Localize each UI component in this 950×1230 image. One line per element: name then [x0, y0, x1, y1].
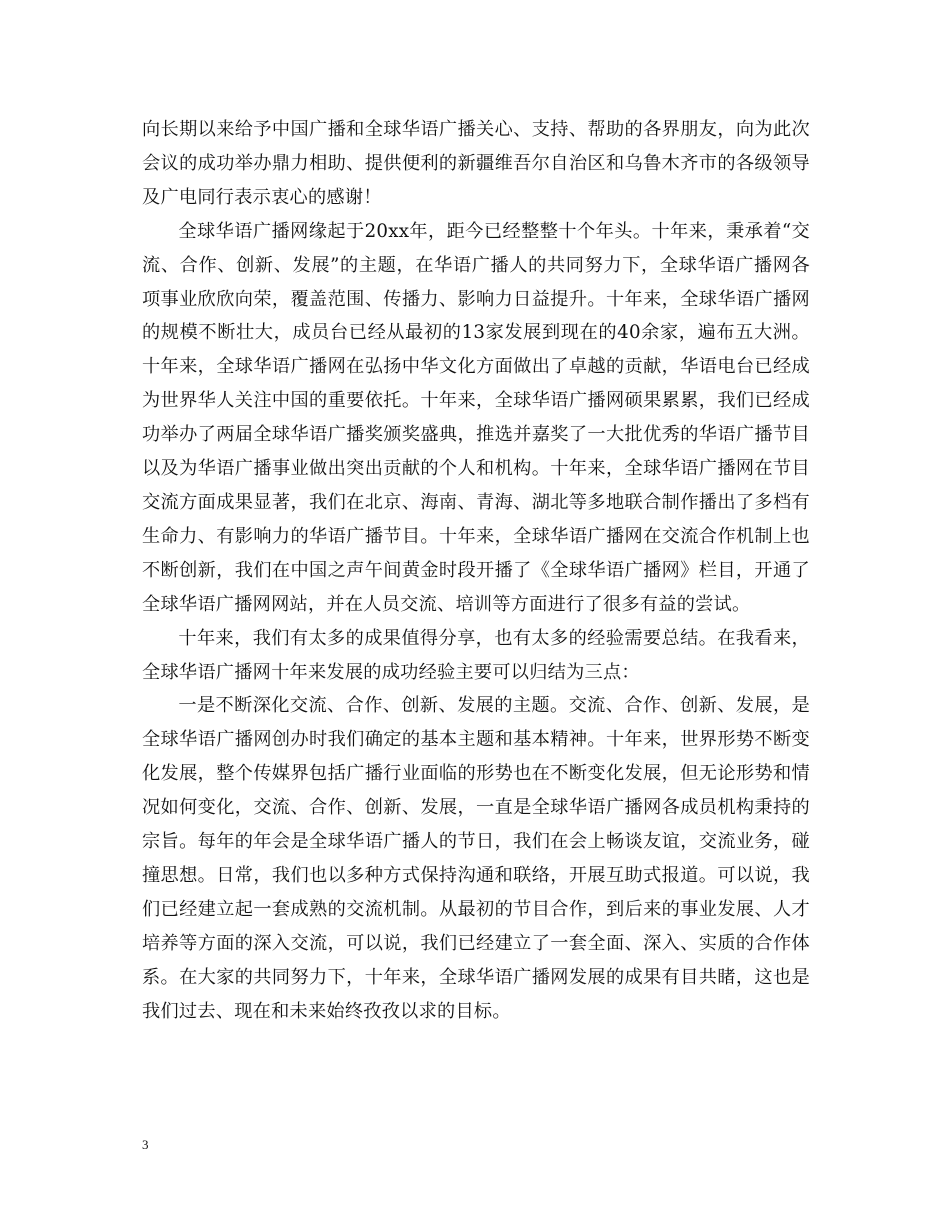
body-text: [142, 113, 810, 1028]
paragraph-network-history: 全球华语广播网缘起于20xx年，距今已经整整十个年头。十年来，秉承着“交流、合作、创新、发展”的主题，在华语广播人的共同努力下，全球华语广播网各项事业欣欣向荣，覆盖范围、传播力、影响力日益提升。十年来，全球华语广播网的规模不断壮大，成员台已经从最初的13家发展到现在的40余家，遍布五大洲。十年来，全球华语广播网在弘扬中华文化方面做出了卓越的贡献，华语电台已经成为世界华人关注中国的重要依托。十年来，全球华语广播网硕果累累，我们已经成功举办了两届全球华语广播奖颁奖盛典，推选并嘉奖了一大批优秀的华语广播节目以及为华语广播事业做出突出贡献的个人和机构。十年来，全球华语广播网在节目交流方面成果显著，我们在北京、海南、青海、湖北等多地联合制作播出了多档有生命力、有影响力的华语广播节目。十年来，全球华语广播网在交流合作机制上也不断创新，我们在中国之声午间黄金时段开播了《全球华语广播网》栏目，开通了全球华语广播网网站，并在人员交流、培训等方面进行了很多有益的尝试。: [142, 220, 810, 615]
paragraph-closing-thanks: 向长期以来给予中国广播和全球华语广播关心、支持、帮助的各界朋友，向为此次会议的成功举办鼎力相助、提供便利的新疆维吾尔自治区和乌鲁木齐市的各级领导及广电同行表示衷心的感谢！: [142, 119, 810, 208]
page-number: 3: [142, 1137, 149, 1152]
paragraph-first-point: 一是不断深化交流、合作、创新、发展的主题。交流、合作、创新、发展，是全球华语广播网创办时我们确定的基本主题和基本精神。十年来，世界形势不断变化发展，整个传媒界包括广播行业面临的形势也在不断变化发展，但无论形势和情况如何变化，交流、合作、创新、发展，一直是全球华语广播网各成员机构秉持的宗旨。每年的年会是全球华语广播人的节日，我们在会上畅谈友谊，交流业务，碰撞思想。日常，我们也以多种方式保持沟通和联络，开展互助式报道。可以说，我们已经建立起一套成熟的交流机制。从最初的节目合作，到后来的事业发展、人才培养等方面的深入交流，可以说，我们已经建立了一套全面、深入、实质的合作体系。在大家的共同努力下，十年来，全球华语广播网发展的成果有目共睹，这也是我们过去、现在和未来始终孜孜以求的目标。: [142, 695, 810, 1022]
paragraph-experience-summary: 十年来，我们有太多的成果值得分享，也有太多的经验需要总结。在我看来，全球华语广播网十年来发展的成功经验主要可以归结为三点：: [142, 627, 810, 683]
